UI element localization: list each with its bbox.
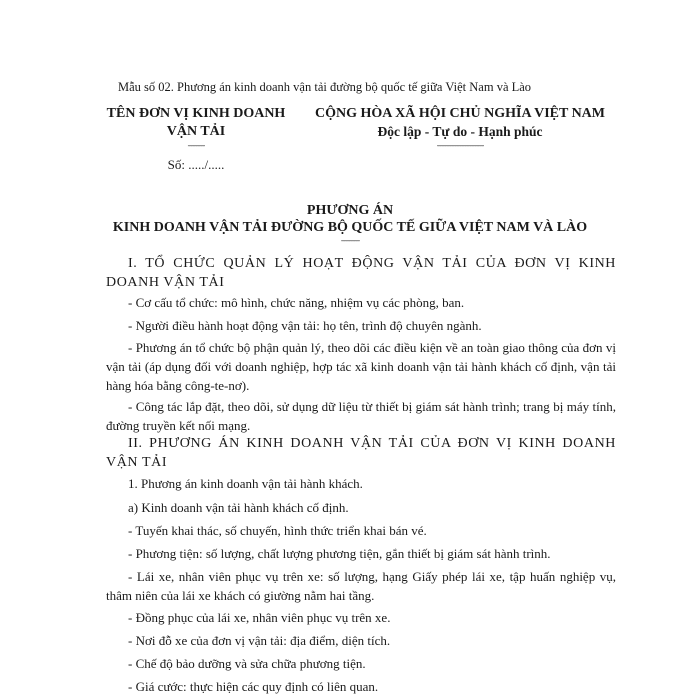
- section-2-item: - Phương tiện: số lượng, chất lượng phương tiện, gắn thiết bị giám sát hành trình.: [128, 546, 551, 561]
- section-1-heading: I. TỔ CHỨC QUẢN LÝ HOẠT ĐỘNG VẬN TẢI CỦA ĐƠN VỊ KINH DOANH VẬN TẢI: [106, 256, 616, 290]
- title-rule: -----------: [340, 236, 360, 245]
- section-1-item: - Công tác lắp đặt, theo dõi, sử dụng dữ liệu từ thiết bị giám sát hành trình; trang bị máy tính, đường truyền kết nối mạng.: [106, 399, 616, 433]
- section-2-item: - Nơi đỗ xe của đơn vị vận tải: địa điểm, diện tích.: [128, 633, 391, 648]
- section-1-item: - Phương án tổ chức bộ phận quản lý, theo dõi các điều kiện về an toàn giao thông của đơn vị vận tải (áp dụng đối với doanh nghiệp, hợp tác xã kinh doanh vận tải hành khách cố định, vận tải hàng hóa bằng công-te-nơ).: [106, 340, 616, 393]
- organization-name-line1: TÊN ĐƠN VỊ KINH DOANH: [106, 106, 286, 121]
- section-1-item: - Người điều hành hoạt động vận tải: họ tên, trình độ chuyên ngành.: [128, 318, 482, 333]
- section-1-item: - Cơ cấu tổ chức: mô hình, chức năng, nhiệm vụ các phòng, ban.: [128, 295, 465, 310]
- section-2-heading: II. PHƯƠNG ÁN KINH DOANH VẬN TẢI CỦA ĐƠN VỊ KINH DOANH VẬN TẢI: [106, 436, 616, 470]
- section-2-item: a) Kinh doanh vận tải hành khách cố định.: [128, 500, 349, 515]
- section-2-item: - Lái xe, nhân viên phục vụ trên xe: số lượng, hạng Giấy phép lái xe, tập huấn nghiệp vụ, thâm niên của lái xe khách có giường nằm hai tầng.: [106, 569, 616, 603]
- section-2-item: 1. Phương án kinh doanh vận tải hành khách.: [128, 476, 363, 491]
- country-name: CỘNG HÒA XÃ HỘI CHỦ NGHĨA VIỆT NAM: [314, 106, 605, 121]
- section-2-item: - Giá cước: thực hiện các quy định có liên quan.: [128, 679, 379, 694]
- section-2-item: - Đồng phục của lái xe, nhân viên phục vụ trên xe.: [128, 610, 391, 625]
- organization-rule: ----------: [187, 141, 205, 150]
- organization-name-line2: VẬN TẢI: [166, 124, 226, 139]
- document-number: Số: ...../.....: [167, 157, 225, 172]
- document-title: PHƯƠNG ÁN: [306, 203, 394, 218]
- section-2-item: - Tuyến khai thác, số chuyến, hình thức triển khai bán vé.: [128, 523, 427, 538]
- motto-rule: ----------------------------: [436, 141, 484, 150]
- section-2-item: - Chế độ bảo dưỡng và sửa chữa phương tiện.: [128, 656, 366, 671]
- document-subtitle: KINH DOANH VẬN TẢI ĐƯỜNG BỘ QUỐC TẾ GIỮA VIỆT NAM VÀ LÀO: [112, 220, 588, 235]
- form-caption: Mẫu số 02. Phương án kinh doanh vận tải đường bộ quốc tế giữa Việt Nam và Lào: [118, 80, 532, 94]
- national-motto: Độc lập - Tự do - Hạnh phúc: [377, 124, 543, 139]
